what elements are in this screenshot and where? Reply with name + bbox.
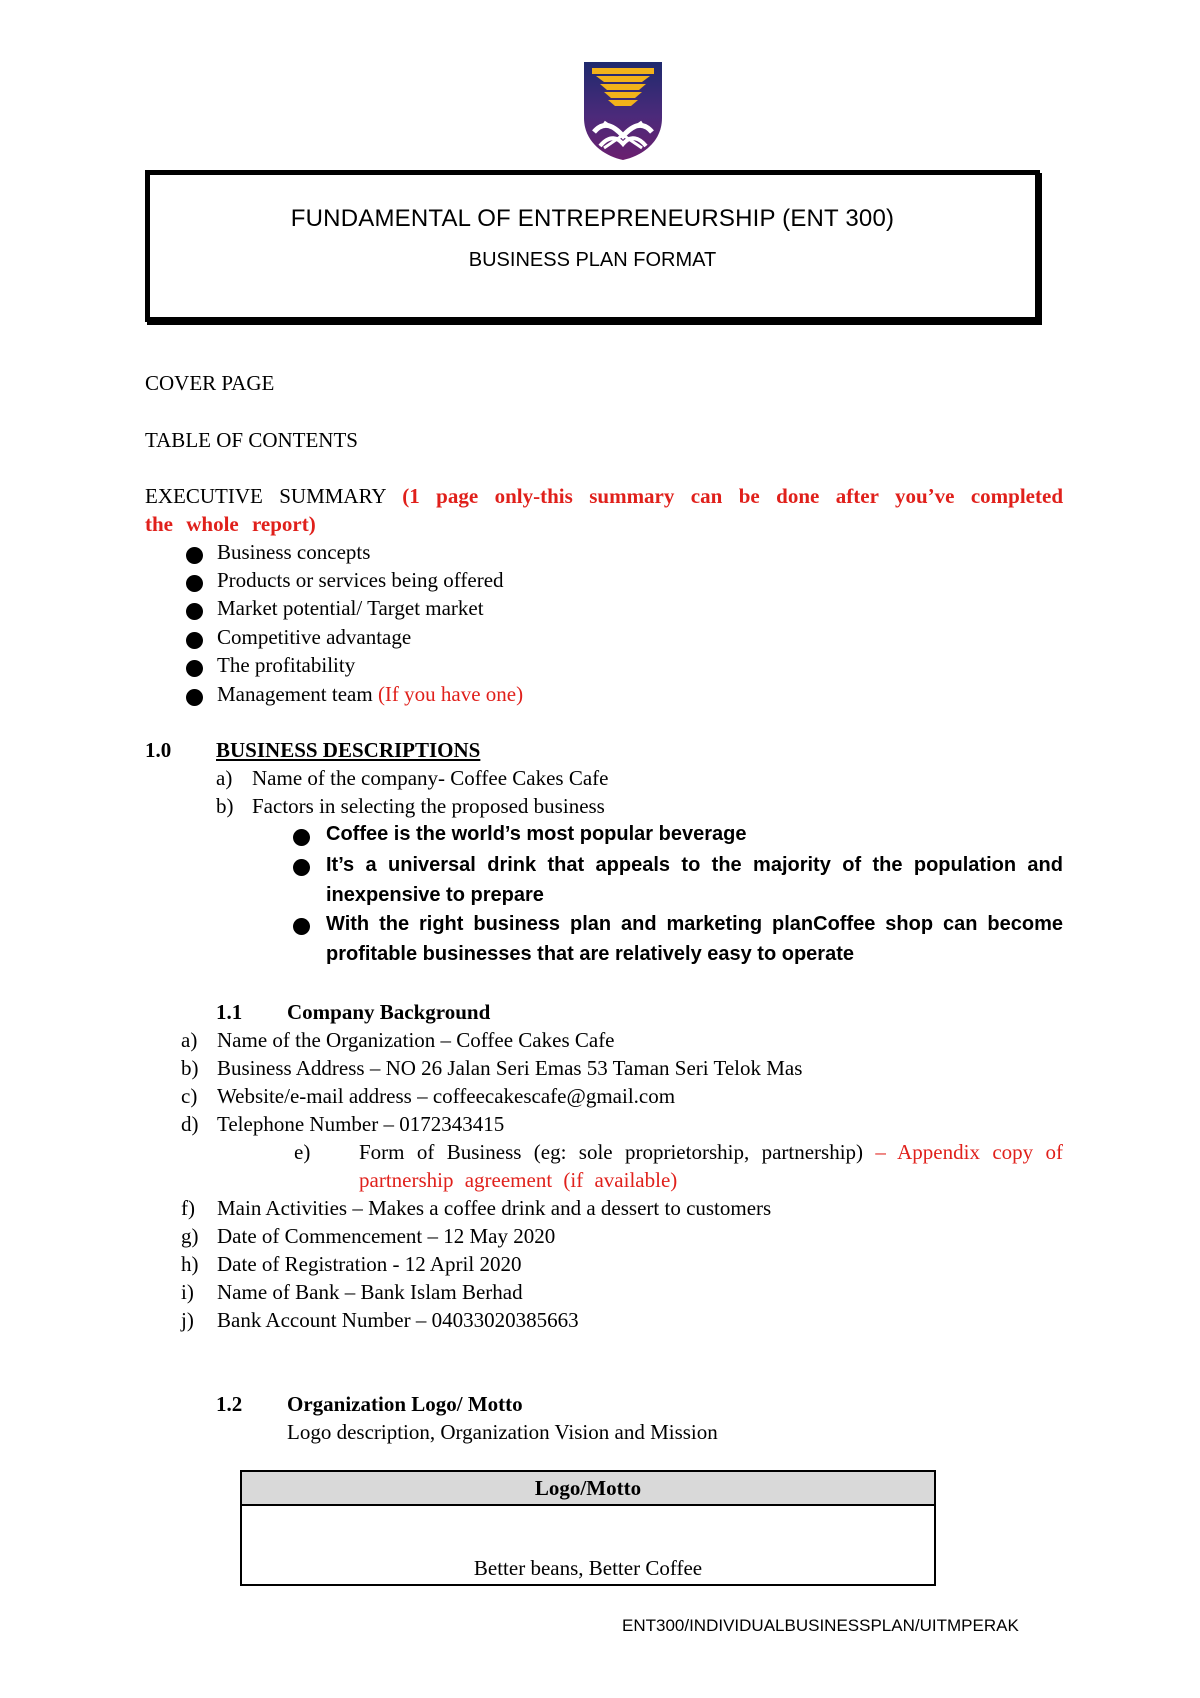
table-of-contents-heading: TABLE OF CONTENTS [145,428,358,452]
document-subtitle: BUSINESS PLAN FORMAT [468,249,717,271]
cover-page-heading: COVER PAGE [145,371,275,395]
subsection-title: Company Background [287,1000,491,1024]
list-letter: g) [181,1224,199,1248]
form-of-business-note: – Appendix copy of partnership agreement (if available) [359,1140,1063,1192]
title-box [145,170,1040,322]
list-item [359,1138,1063,1194]
exec-item: The profitability [217,653,356,677]
table-header: Logo/Motto [242,1472,934,1506]
page-footer: ENT300/INDIVIDUALBUSINESSPLAN/UITMPERAK [622,1616,1019,1635]
exec-item: Business concepts [217,540,371,564]
list-item: Name of the company- Coffee Cakes Cafe [252,766,609,790]
list-item: Date of Commencement – 12 May 2020 [217,1224,556,1248]
exec-item-note: (If you have one) [377,682,524,706]
section-title: BUSINESS DESCRIPTIONS [216,738,481,762]
list-item: Date of Registration - 12 April 2020 [217,1252,522,1276]
list-letter: e) [294,1140,311,1164]
list-letter: i) [181,1280,194,1304]
bullet-icon [293,918,310,935]
list-item: Factors in selecting the proposed business [252,794,605,818]
list-letter: h) [181,1252,199,1276]
executive-summary-note: (1 page only-this summary can be done after you’ve completed the whole report) [145,484,1064,536]
bullet-icon [186,660,203,677]
exec-item: Market potential/ Target market [217,596,484,620]
list-item: Business Address – NO 26 Jalan Seri Emas 53 Taman Seri Telok Mas [217,1056,803,1080]
bullet-icon [186,689,203,706]
bullet-icon [186,575,203,592]
list-item: Name of the Organization – Coffee Cakes Cafe [217,1028,615,1052]
list-item: Bank Account Number – 04033020385663 [217,1308,579,1332]
subsection-description: Logo description, Organization Vision and Mission [287,1420,718,1444]
document-title: FUNDAMENTAL OF ENTREPRENEURSHIP (ENT 300) [290,205,895,232]
exec-item [217,680,523,708]
bullet-icon [293,829,310,846]
form-of-business-text: Form of Business (eg: sole proprietorship, partnership) [359,1140,864,1164]
list-item: Main Activities – Makes a coffee drink and a dessert to customers [217,1196,772,1220]
exec-item-text: Management team [217,682,373,706]
factor-item: It’s a universal drink that appeals to the majority of the population and inexpensive to prepare [326,854,1063,906]
bullet-icon [186,547,203,564]
subsection-number: 1.1 [216,1000,243,1024]
list-letter: b) [181,1056,199,1080]
list-item: Telephone Number – 0172343415 [217,1112,505,1136]
list-letter: a) [181,1028,198,1052]
list-letter: c) [181,1084,198,1108]
subsection-title: Organization Logo/ Motto [287,1392,523,1416]
exec-item: Products or services being offered [217,568,504,592]
exec-item: Competitive advantage [217,625,412,649]
bullet-icon [186,632,203,649]
list-letter: d) [181,1112,199,1136]
subsection-number: 1.2 [216,1392,243,1416]
list-letter: j) [181,1308,194,1332]
logo-motto-table [240,1470,936,1586]
factor-item: Coffee is the world’s most popular beverage [326,823,747,845]
list-item: Name of Bank – Bank Islam Berhad [217,1280,523,1304]
bullet-icon [186,603,203,620]
list-letter: f) [181,1196,195,1220]
executive-summary-label: EXECUTIVE SUMMARY [145,484,386,508]
section-number: 1.0 [145,738,172,762]
factor-item: With the right business plan and marketing planCoffee shop can become profitable businesses that are relatively easy to operate [326,913,1063,965]
executive-summary-heading [145,482,1063,538]
bullet-icon [293,859,310,876]
university-crest-logo [582,60,664,162]
list-item: Website/e-mail address – coffeecakescafe@gmail.com [217,1084,676,1108]
list-letter: a) [216,766,233,790]
list-letter: b) [216,794,234,818]
motto-cell: Better beans, Better Coffee [473,1556,703,1580]
